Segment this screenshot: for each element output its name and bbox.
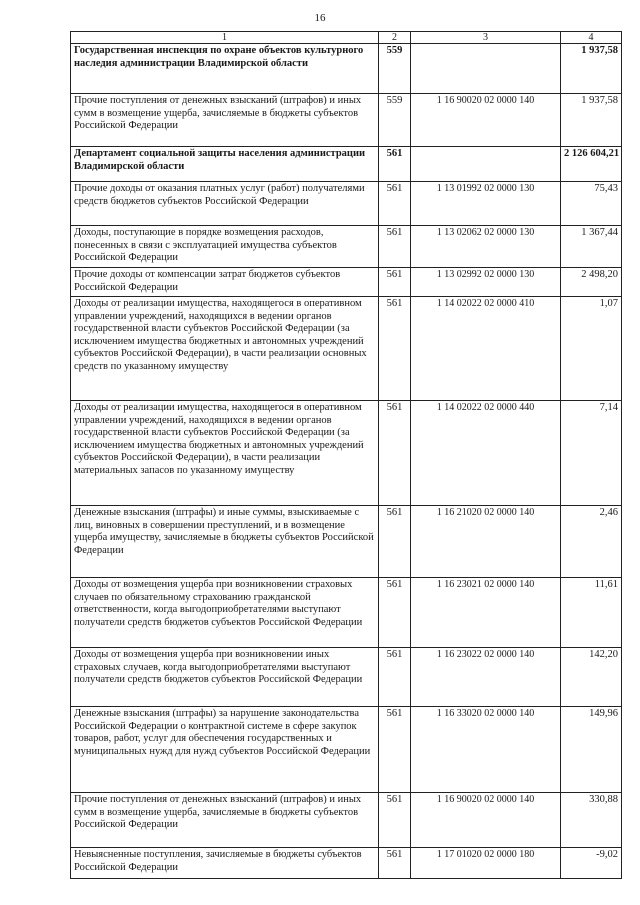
row-budget-code: 1 16 23022 02 0000 140 [411,648,561,707]
row-budget-code [411,147,561,182]
row-description: Доходы от возмещения ущерба при возникновении иных страховых случаев, когда выгодоприобретателями выступают получатели средств бюджетов субъектов Российской Федерации [71,648,379,707]
row-admin-code: 561 [379,401,411,506]
row-description: Прочие поступления от денежных взысканий (штрафов) и иных сумм в возмещение ущерба, зачисляемые в бюджеты субъектов Российской Федерации [71,94,379,147]
table-header-row [71,32,622,44]
row-description: Доходы, поступающие в порядке возмещения расходов, понесенных в связи с эксплуатацией имущества субъектов Российской Федерации [71,226,379,268]
row-admin-code: 561 [379,506,411,578]
row-budget-code: 1 13 01992 02 0000 130 [411,182,561,226]
table-row [71,848,622,879]
row-amount: 75,43 [561,182,622,226]
row-admin-code: 561 [379,147,411,182]
table-row [71,793,622,848]
row-admin-code: 561 [379,297,411,401]
department-row [71,147,622,182]
row-amount: 142,20 [561,648,622,707]
row-admin-code: 559 [379,94,411,147]
row-admin-code: 561 [379,793,411,848]
row-description: Доходы от реализации имущества, находящегося в оперативном управлении учреждений, находящихся в ведении органов государственной власти субъектов Российской Федерации (за исключением имущества бюджетных и автономных учреждений субъектов Российской Федерации), в части реализации основных средств по указанному имуществу [71,297,379,401]
row-admin-code: 561 [379,226,411,268]
revenue-table [70,31,622,879]
row-description: Прочие доходы от оказания платных услуг (работ) получателями средств бюджетов субъектов Российской Федерации [71,182,379,226]
row-amount: 1 937,58 [561,44,622,94]
row-description: Денежные взыскания (штрафы) и иные суммы, взыскиваемые с лиц, виновных в совершении преступлений, и в возмещение ущерба имуществу, зачисляемые в бюджеты субъектов Российской Федерации [71,506,379,578]
row-budget-code: 1 16 23021 02 0000 140 [411,578,561,648]
row-amount: 2,46 [561,506,622,578]
row-amount: -9,02 [561,848,622,879]
row-amount: 2 126 604,21 [561,147,622,182]
table-row [71,226,622,268]
row-budget-code: 1 17 01020 02 0000 180 [411,848,561,879]
row-amount: 149,96 [561,707,622,793]
column-header: 3 [411,32,561,44]
row-budget-code: 1 13 02062 02 0000 130 [411,226,561,268]
row-amount: 11,61 [561,578,622,648]
row-admin-code: 561 [379,848,411,879]
row-amount: 7,14 [561,401,622,506]
table-row [71,182,622,226]
row-budget-code: 1 14 02022 02 0000 440 [411,401,561,506]
table-row [71,578,622,648]
row-budget-code: 1 14 02022 02 0000 410 [411,297,561,401]
row-budget-code: 1 16 21020 02 0000 140 [411,506,561,578]
row-budget-code [411,44,561,94]
row-description: Прочие поступления от денежных взысканий (штрафов) и иных сумм в возмещение ущерба, зачисляемые в бюджеты субъектов Российской Федерации [71,793,379,848]
row-admin-code: 561 [379,182,411,226]
table-row [71,707,622,793]
table-row [71,506,622,578]
table-row [71,648,622,707]
row-description: Прочие доходы от компенсации затрат бюджетов субъектов Российской Федерации [71,268,379,297]
row-amount: 330,88 [561,793,622,848]
table-row [71,401,622,506]
row-description: Денежные взыскания (штрафы) за нарушение законодательства Российской Федерации о контрактной системе в сфере закупок товаров, работ, услуг для обеспечения государственных и муниципальных нужд для нужд субъектов Российской Федерации [71,707,379,793]
row-admin-code: 561 [379,578,411,648]
page-number: 16 [314,12,326,24]
row-amount: 1 937,58 [561,94,622,147]
row-admin-code: 561 [379,707,411,793]
column-header: 4 [561,32,622,44]
column-header: 2 [379,32,411,44]
row-amount: 1,07 [561,297,622,401]
row-budget-code: 1 16 33020 02 0000 140 [411,707,561,793]
row-budget-code: 1 16 90020 02 0000 140 [411,94,561,147]
row-amount: 2 498,20 [561,268,622,297]
table-row [71,297,622,401]
department-row [71,44,622,94]
row-description: Невыясненные поступления, зачисляемые в бюджеты субъектов Российской Федерации [71,848,379,879]
table-row [71,94,622,147]
row-amount: 1 367,44 [561,226,622,268]
row-budget-code: 1 16 90020 02 0000 140 [411,793,561,848]
row-admin-code: 559 [379,44,411,94]
row-description: Департамент социальной защиты населения администрации Владимирской области [71,147,379,182]
row-admin-code: 561 [379,648,411,707]
column-header: 1 [71,32,379,44]
row-description: Доходы от возмещения ущерба при возникновении страховых случаев по обязательному страхованию гражданской ответственности, когда выгодоприобретателями выступают получатели средств бюджетов субъектов Российской Федерации [71,578,379,648]
row-admin-code: 561 [379,268,411,297]
table-row [71,268,622,297]
row-description: Государственная инспекция по охране объектов культурного наследия администрации Владимирской области [71,44,379,94]
row-budget-code: 1 13 02992 02 0000 130 [411,268,561,297]
row-description: Доходы от реализации имущества, находящегося в оперативном управлении учреждений, находящихся в ведении органов государственной власти субъектов Российской Федерации (за исключением имущества бюджетных и автономных учреждений субъектов Российской Федерации), в части реализации материальных запасов по указанному имуществу [71,401,379,506]
